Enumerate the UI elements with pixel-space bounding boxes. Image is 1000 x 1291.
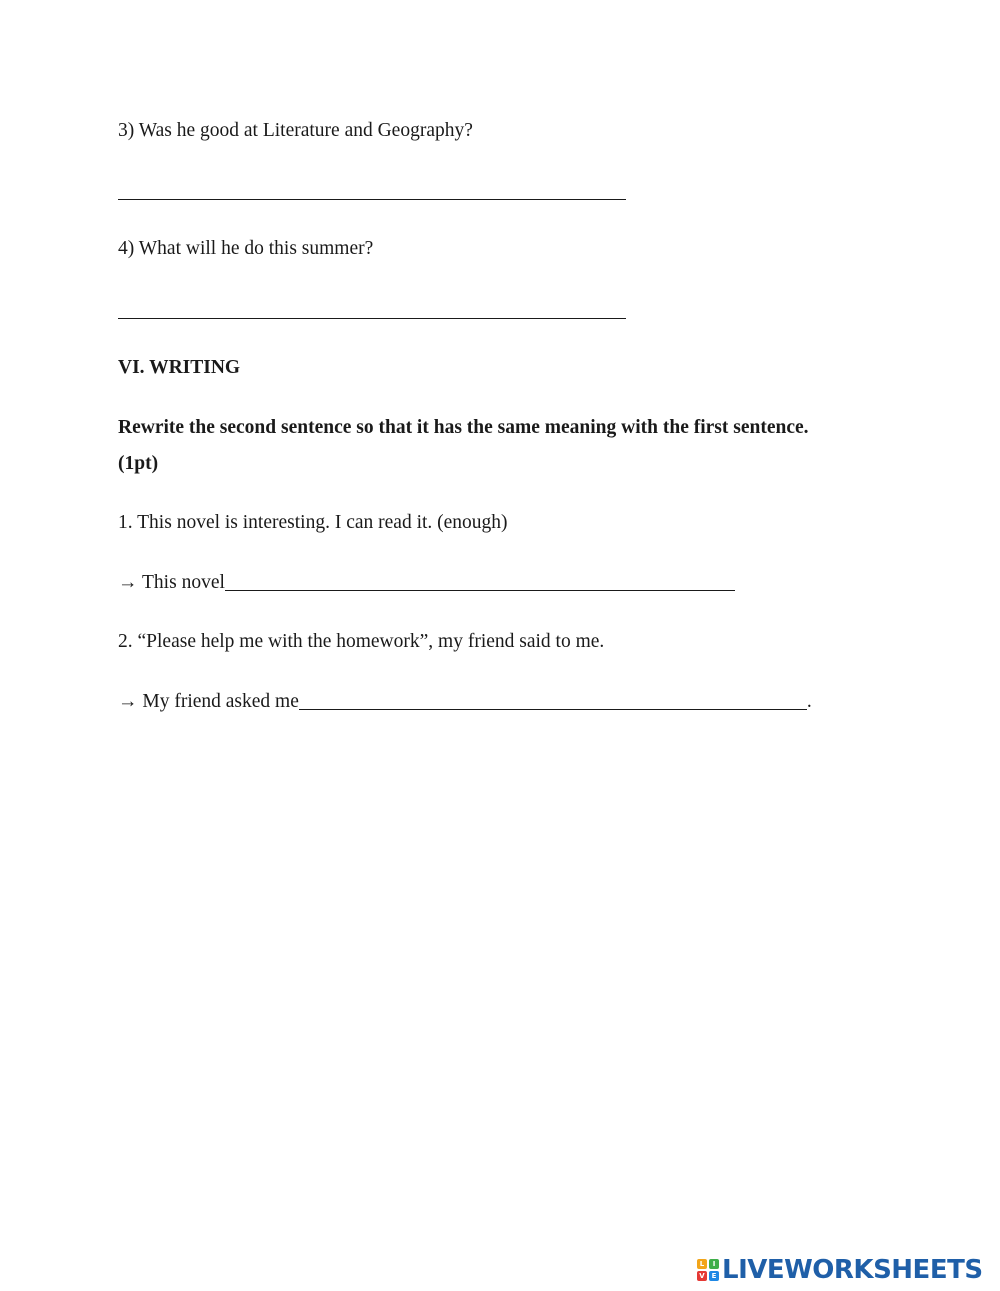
instruction-line-1: Rewrite the second sentence so that it has the same meaning with the first sentence.	[118, 417, 809, 438]
writing-item-1-answer-prefix: → This novel	[118, 572, 225, 593]
instruction-line-2: (1pt)	[118, 453, 159, 474]
question-3: 3) Was he good at Literature and Geography?	[118, 120, 473, 141]
answer-blank-1[interactable]	[225, 590, 735, 591]
writing-item-2-answer-prefix: → My friend asked me	[118, 691, 299, 712]
answer-line-4[interactable]	[118, 318, 626, 319]
logo-tile: E	[709, 1271, 719, 1281]
writing-item-1-answer	[118, 571, 735, 595]
writing-item-1-prompt: 1. This novel is interesting. I can read it. (enough)	[118, 512, 508, 533]
writing-item-2-answer	[118, 690, 812, 714]
writing-item-2-answer-suffix: .	[806, 691, 812, 712]
liveworksheets-logo	[697, 1255, 983, 1285]
writing-item-2-prompt: 2. “Please help me with the homework”, my friend said to me.	[118, 631, 605, 652]
logo-text: LIVEWORKSHEETS	[722, 1255, 983, 1285]
answer-blank-2[interactable]	[299, 709, 807, 710]
logo-tile: I	[709, 1259, 719, 1269]
section-heading-writing: VI. WRITING	[118, 357, 241, 378]
logo-tile: V	[697, 1271, 707, 1281]
question-4: 4) What will he do this summer?	[118, 238, 374, 259]
logo-tile: L	[697, 1259, 707, 1269]
logo-tiles-icon	[697, 1259, 719, 1281]
answer-line-3[interactable]	[118, 199, 626, 200]
